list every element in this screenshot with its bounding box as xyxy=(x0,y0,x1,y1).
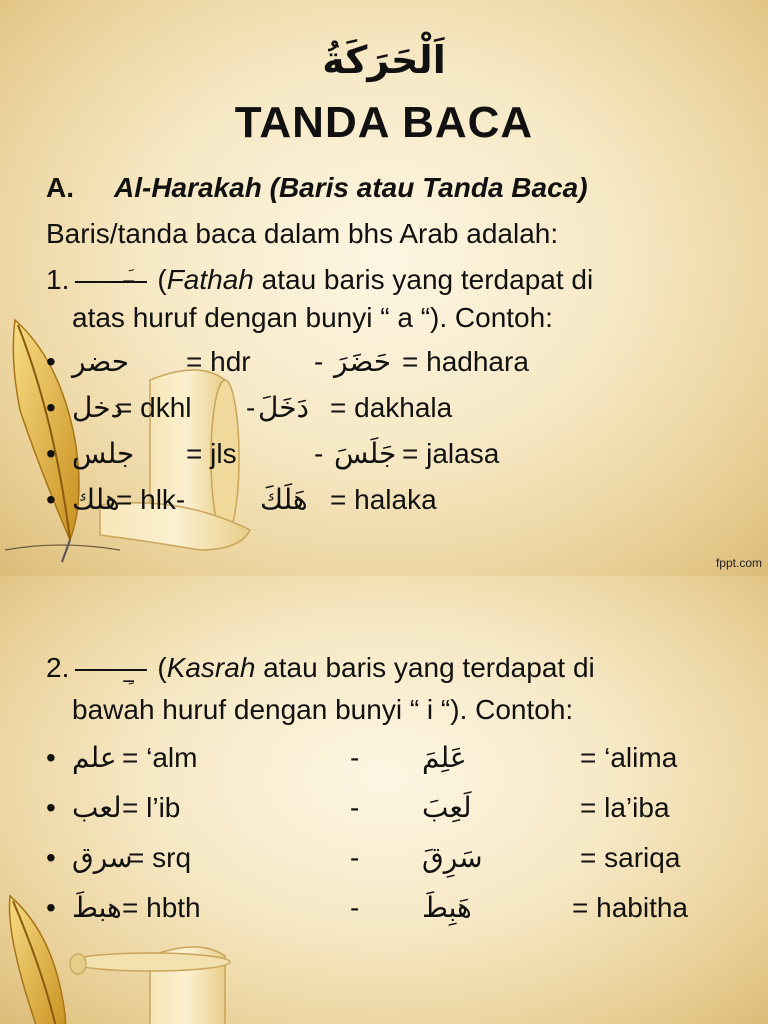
example-root-latin: = jls xyxy=(186,438,237,469)
example-voweled: سَرِقَ xyxy=(422,841,483,874)
slide-2 xyxy=(0,576,768,1024)
example-voweled-latin: = halaka xyxy=(330,484,437,515)
item-1-line-1 xyxy=(46,264,593,296)
example-voweled: حَضَرَ xyxy=(334,345,392,378)
fathah-mark xyxy=(75,265,147,287)
intro-text: Baris/tanda baca dalam bhs Arab adalah: xyxy=(46,218,559,249)
bullet-dot: • xyxy=(46,742,56,773)
item-1-rest: atau baris yang terdapat di xyxy=(253,264,594,295)
example-separator: - xyxy=(350,742,360,773)
bullet-dot: • xyxy=(46,392,56,423)
section-heading xyxy=(46,172,588,204)
example-voweled: عَلِمَ xyxy=(422,741,467,774)
kasrah-glyph: ـِـ xyxy=(123,665,134,687)
example-root-latin: = hlk- xyxy=(116,484,186,515)
item-2-rest: atau baris yang terdapat di xyxy=(255,652,595,683)
item-2-name: Kasrah xyxy=(166,652,256,683)
example-voweled: هَبِطَ xyxy=(422,891,472,924)
example-voweled-latin: = la’iba xyxy=(580,792,670,823)
example-separator: - xyxy=(314,346,324,377)
example-voweled: دَخَلَ xyxy=(258,391,309,424)
bullet-dot: • xyxy=(46,792,56,823)
example-root: سرق xyxy=(72,841,133,874)
example-separator: - xyxy=(350,842,360,873)
example-root-latin: = dkhl xyxy=(116,392,192,423)
example-root-latin: = l’ib xyxy=(122,792,181,823)
example-root: هبطَ xyxy=(72,891,122,924)
example-voweled-latin: = dakhala xyxy=(330,392,453,423)
example-separator: - xyxy=(350,792,360,823)
example-separator: - xyxy=(350,892,360,923)
example-voweled-latin: = habitha xyxy=(572,892,688,923)
slide-title: TANDA BACA xyxy=(234,98,534,147)
item-1-name: Fathah xyxy=(166,264,254,295)
item-2-line-1 xyxy=(46,652,595,687)
bullet-dot: • xyxy=(46,892,56,923)
item-2-number: 2. xyxy=(46,652,70,683)
example-voweled: لَعِبَ xyxy=(422,791,472,824)
example-root-latin: = ‘alm xyxy=(122,742,198,773)
example-root: هلك xyxy=(72,483,120,516)
example-voweled-latin: = jalasa xyxy=(402,438,500,469)
example-voweled-latin: = ‘alima xyxy=(580,742,678,773)
bullet-dot: • xyxy=(46,484,56,515)
item-1-open-paren: ( xyxy=(157,264,167,295)
example-root: دخل xyxy=(72,391,123,424)
section-marker: A. xyxy=(46,172,74,203)
title-arabic: اَلْحَرَكَةُ xyxy=(322,38,446,82)
example-separator: - xyxy=(246,392,256,423)
example-root: جلس xyxy=(72,437,135,470)
example-root: حضر xyxy=(72,345,130,378)
item-1-line-2: atas huruf dengan bunyi “ a “). Contoh: xyxy=(72,302,553,333)
example-voweled-latin: = sariqa xyxy=(580,842,681,873)
example-separator: - xyxy=(314,438,324,469)
example-root: علم xyxy=(72,741,117,774)
example-voweled: هَلَكَ xyxy=(260,483,308,516)
item-1-number: 1. xyxy=(46,264,70,295)
example-root-latin: = hbth xyxy=(122,892,201,923)
example-voweled: جَلَسَ xyxy=(334,437,397,470)
item-2-open-paren: ( xyxy=(157,652,167,683)
fathah-glyph: ـَـ xyxy=(123,265,134,287)
example-voweled-latin: = hadhara xyxy=(402,346,529,377)
bullet-dot: • xyxy=(46,438,56,469)
section-heading-text: Al-Harakah (Baris atau Tanda Baca) xyxy=(114,172,588,203)
bullet-dot: • xyxy=(46,346,56,377)
example-root: لعب xyxy=(72,791,122,824)
example-root-latin: = hdr xyxy=(186,346,251,377)
example-root-latin: = srq xyxy=(128,842,192,873)
quill-scroll-illustration xyxy=(0,300,270,570)
footer-credit: fppt.com xyxy=(715,556,762,570)
bullet-dot: • xyxy=(46,842,56,873)
item-2-line-2: bawah huruf dengan bunyi “ i “). Contoh: xyxy=(72,694,574,725)
kasrah-mark xyxy=(75,665,147,687)
